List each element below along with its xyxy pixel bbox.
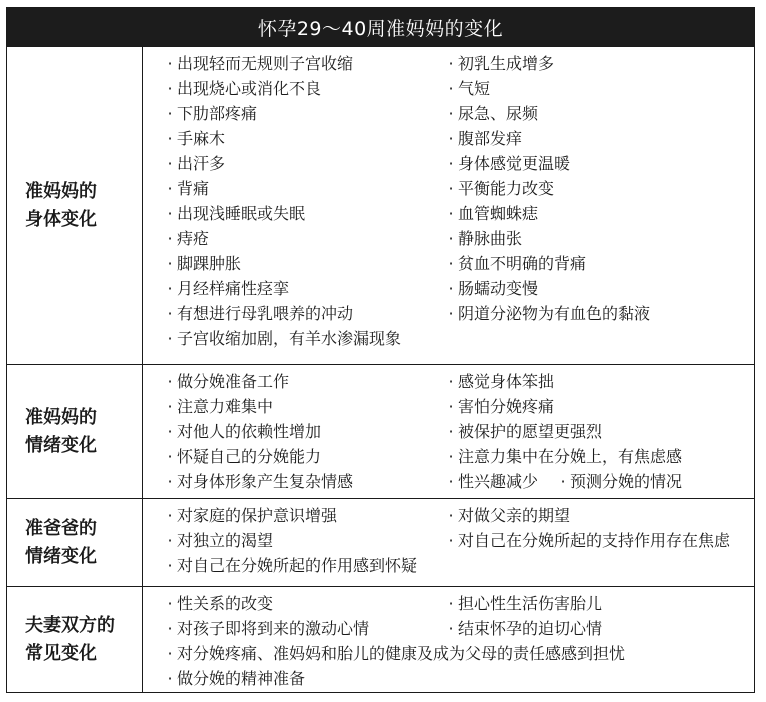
- item-line: [163, 126, 754, 151]
- section-heading-line: 准妈妈的: [25, 406, 97, 428]
- list-item: · 被保护的愿望更强烈: [444, 419, 602, 444]
- item-line: [163, 369, 754, 394]
- item-line: [163, 201, 754, 226]
- section-row: [7, 46, 754, 364]
- section-heading-line: 情绪变化: [25, 434, 97, 456]
- list-item: · 有想进行母乳喂养的冲动: [163, 301, 444, 326]
- item-line: [163, 503, 754, 528]
- item-line: [163, 176, 754, 201]
- list-item: · 对分娩疼痛、准妈妈和胎儿的健康及成为父母的责任感感到担忧: [163, 641, 625, 666]
- list-item: · 背痛: [163, 176, 444, 201]
- item-line: [163, 641, 754, 666]
- list-item: · 气短: [444, 76, 490, 101]
- changes-table: [6, 7, 755, 693]
- list-item: · 对家庭的保护意识增强: [163, 503, 444, 528]
- item-line: [163, 469, 754, 494]
- section-items: [143, 365, 754, 498]
- list-item: · 出现轻而无规则子宫收缩: [163, 51, 444, 76]
- list-item: · 担心性生活伤害胎儿: [444, 591, 602, 616]
- item-line: [163, 276, 754, 301]
- section-heading-line: 身体变化: [25, 208, 97, 230]
- list-item: · 对自己在分娩所起的支持作用存在焦虑: [444, 528, 730, 553]
- section-heading-line: 常见变化: [25, 642, 97, 664]
- list-item: · 脚踝肿胀: [163, 251, 444, 276]
- list-item: · 害怕分娩疼痛: [444, 394, 554, 419]
- item-line: [163, 326, 754, 351]
- section-heading: [7, 365, 143, 498]
- section-row: [7, 364, 754, 498]
- list-item: · 对身体形象产生复杂情感: [163, 469, 444, 494]
- list-item: · 手麻木: [163, 126, 444, 151]
- list-item: · 结束怀孕的迫切心情: [444, 616, 602, 641]
- list-item: · 贫血不明确的背痛: [444, 251, 586, 276]
- section-items: [143, 47, 754, 364]
- list-item: · 尿急、尿频: [444, 101, 538, 126]
- section-items: [143, 499, 754, 586]
- item-line: [163, 444, 754, 469]
- section-heading-line: 情绪变化: [25, 545, 97, 567]
- item-line: [163, 591, 754, 616]
- section-heading: [7, 587, 143, 692]
- section-heading-line: 准爸爸的: [25, 517, 97, 539]
- item-line: [163, 419, 754, 444]
- list-item: · 对他人的依赖性增加: [163, 419, 444, 444]
- list-item: · 注意力难集中: [163, 394, 444, 419]
- list-item: · 下肋部疼痛: [163, 101, 444, 126]
- list-item: · 痔疮: [163, 226, 444, 251]
- table-title: 怀孕29～40周准妈妈的变化: [7, 8, 754, 46]
- item-line: [163, 76, 754, 101]
- list-item: · 初乳生成增多: [444, 51, 554, 76]
- section-row: [7, 498, 754, 586]
- list-item: · 做分娩准备工作: [163, 369, 444, 394]
- section-heading-line: 准妈妈的: [25, 180, 97, 202]
- list-item: · 肠蠕动变慢: [444, 276, 538, 301]
- item-line: [163, 616, 754, 641]
- list-item: · 性关系的改变: [163, 591, 444, 616]
- list-item: · 身体感觉更温暖: [444, 151, 570, 176]
- item-line: [163, 666, 754, 691]
- item-line: [163, 301, 754, 326]
- item-line: [163, 101, 754, 126]
- item-line: [163, 51, 754, 76]
- list-item: · 腹部发痒: [444, 126, 522, 151]
- list-item: · 平衡能力改变: [444, 176, 554, 201]
- list-item: · 对做父亲的期望: [444, 503, 570, 528]
- list-item: · 做分娩的精神准备: [163, 666, 305, 691]
- section-items: [143, 587, 754, 692]
- list-item: · 阴道分泌物为有血色的黏液: [444, 301, 650, 326]
- item-line: [163, 528, 754, 553]
- list-item: · 静脉曲张: [444, 226, 522, 251]
- list-item: · 预测分娩的情况: [556, 469, 682, 494]
- item-line: [163, 251, 754, 276]
- list-item: · 感觉身体笨拙: [444, 369, 554, 394]
- list-item: · 对独立的渴望: [163, 528, 444, 553]
- list-item: · 怀疑自己的分娩能力: [163, 444, 444, 469]
- section-row: [7, 586, 754, 692]
- list-item: · 注意力集中在分娩上，有焦虑感: [444, 444, 682, 469]
- list-item: · 对自己在分娩所起的作用感到怀疑: [163, 553, 417, 578]
- list-item: · 月经样痛性痉挛: [163, 276, 444, 301]
- list-item: · 出汗多: [163, 151, 444, 176]
- list-item: · 出现浅睡眠或失眠: [163, 201, 444, 226]
- item-line: [163, 151, 754, 176]
- section-heading-line: 夫妻双方的: [25, 614, 115, 636]
- list-item: · 性兴趣减少: [444, 469, 538, 494]
- section-heading: [7, 499, 143, 586]
- item-line: [163, 226, 754, 251]
- section-heading: [7, 47, 143, 364]
- list-item: · 血管蜘蛛痣: [444, 201, 538, 226]
- list-item: · 对孩子即将到来的激动心情: [163, 616, 444, 641]
- item-line: [163, 394, 754, 419]
- list-item: · 子宫收缩加剧，有羊水渗漏现象: [163, 326, 401, 351]
- item-line: [163, 553, 754, 578]
- list-item: · 出现烧心或消化不良: [163, 76, 444, 101]
